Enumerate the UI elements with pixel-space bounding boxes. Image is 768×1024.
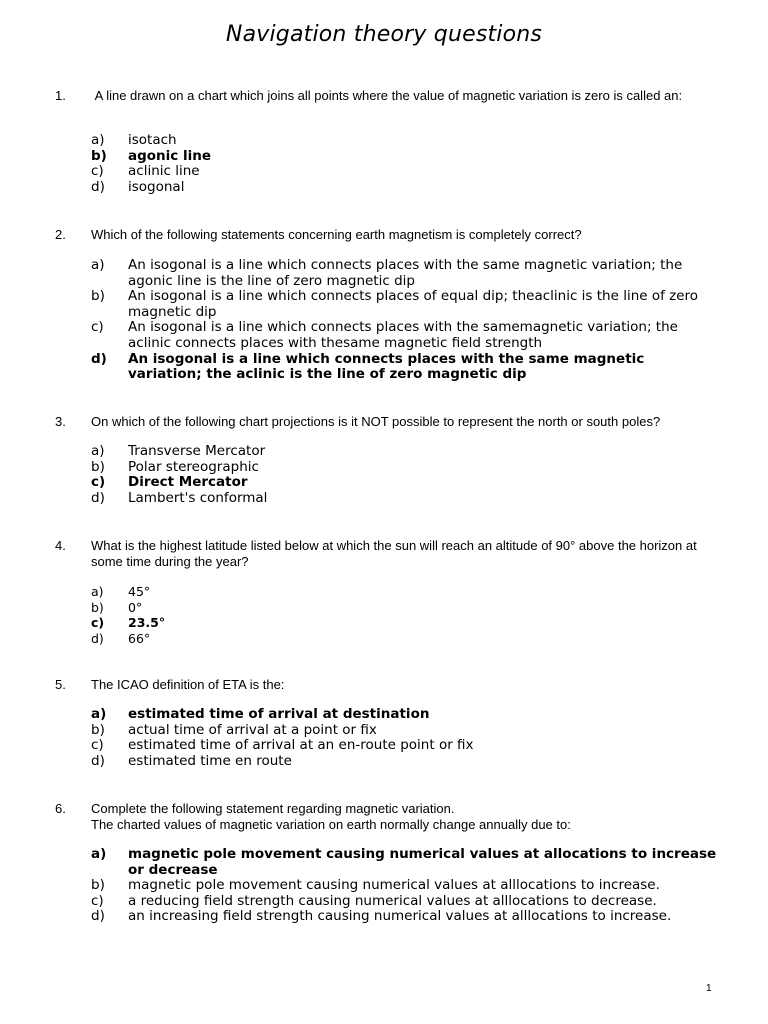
option-4a (0, 584, 768, 600)
option-text: agonic line (128, 147, 212, 164)
option-text: a reducing field strength causing numerical values at alllocations to decrease. (128, 892, 657, 909)
question-text: What is the highest latitude listed below at which the sun will reach an altitude of 90° above the horizon at some time during the year? (91, 538, 697, 569)
option-5b (0, 723, 768, 739)
option-label: d) (91, 178, 105, 195)
question-text-line-2: The charted values of magnetic variation on earth normally change annually due to: (91, 817, 571, 832)
option-3a (0, 444, 768, 460)
option-text: 45° (128, 584, 151, 599)
question-text-line-1: Complete the following statement regarding magnetic variation. (91, 801, 455, 816)
option-text: actual time of arrival at a point or fix (128, 721, 377, 738)
question-text: A line drawn on a chart which joins all points where the value of magnetic variation is zero is called an: (91, 88, 683, 103)
option-label: d) (91, 752, 105, 769)
option-6b (0, 878, 768, 894)
option-label: b) (91, 288, 105, 305)
option-4b (0, 600, 768, 616)
option-text: 66° (128, 630, 151, 646)
option-text: An isogonal is a line which connects places with the same magnetic variation; the aclinic is the line of zero magnetic dip (128, 350, 645, 383)
question-text: Which of the following statements concerning earth magnetism is completely correct? (91, 227, 582, 242)
option-3d (0, 491, 768, 507)
option-1d (0, 180, 768, 196)
option-label: b) (91, 877, 105, 894)
option-text: aclinic line (128, 163, 200, 180)
options-6 (0, 847, 768, 925)
option-label: c) (91, 474, 106, 491)
option-label: a) (91, 846, 107, 862)
option-label: b) (91, 458, 105, 475)
option-label: a) (91, 132, 105, 148)
option-text: estimated time en route (128, 752, 292, 769)
question-number: 6. (55, 801, 66, 816)
option-text: estimated time of arrival at an en-route point or fix (128, 737, 474, 754)
option-text: magnetic pole movement causing numerical values at alllocations to increase. (128, 877, 660, 894)
page-title: Navigation theory questions (225, 22, 543, 47)
option-label: d) (91, 350, 107, 367)
option-text: An isogonal is a line which connects places of equal dip; theaclinic is the line of zero magnetic dip (128, 288, 699, 320)
option-text: an increasing field strength causing numerical values at alllocations to increase. (128, 908, 672, 925)
option-label: a) (91, 706, 107, 722)
option-label: a) (91, 443, 105, 459)
question-number: 4. (55, 538, 66, 553)
option-5a (0, 707, 768, 723)
option-text: magnetic pole movement causing numerical values at allocations to increase or decrease (128, 846, 717, 878)
option-text: An isogonal is a line which connects places with the same magnetic variation; the agonic line is the line of zero magnetic dip (128, 257, 683, 289)
options-4 (0, 584, 768, 646)
question-number: 3. (55, 414, 66, 429)
option-text: Transverse Mercator (128, 443, 266, 459)
option-1b (0, 149, 768, 165)
option-label: c) (91, 615, 105, 631)
option-label: c) (91, 737, 104, 754)
option-text: 0° (128, 599, 143, 615)
option-label: a) (91, 257, 105, 273)
option-text: isogonal (128, 178, 185, 195)
option-2c (0, 320, 768, 351)
option-text: Polar stereographic (128, 458, 259, 475)
option-2a (0, 258, 768, 289)
option-5d (0, 754, 768, 770)
option-4c (0, 615, 768, 631)
option-3b (0, 460, 768, 476)
option-4d (0, 631, 768, 647)
option-text: Direct Mercator (128, 474, 248, 491)
option-label: b) (91, 147, 107, 164)
question-number: 5. (55, 677, 66, 692)
option-label: b) (91, 721, 105, 738)
option-label: c) (91, 163, 104, 180)
option-label: d) (91, 908, 105, 925)
option-6a (0, 847, 768, 878)
question-text (91, 801, 721, 833)
options-2 (0, 258, 768, 383)
option-label: c) (91, 892, 104, 909)
option-label: a) (91, 584, 104, 599)
option-2b (0, 289, 768, 320)
question-number: 2. (55, 227, 66, 242)
option-6d (0, 909, 768, 925)
option-6c (0, 894, 768, 910)
options-5 (0, 707, 768, 769)
options-1 (0, 133, 768, 195)
options-3 (0, 444, 768, 506)
option-label: c) (91, 319, 104, 336)
option-3c (0, 475, 768, 491)
option-label: d) (91, 489, 105, 506)
option-label: d) (91, 630, 104, 646)
option-label: b) (91, 599, 104, 615)
option-text: Lambert's conformal (128, 489, 268, 506)
option-1c (0, 164, 768, 180)
question-number: 1. (55, 88, 66, 103)
option-text: An isogonal is a line which connects places with the samemagnetic variation; the aclinic connects places with thesame magnetic field strength (128, 319, 678, 351)
option-text: isotach (128, 132, 177, 148)
option-5c (0, 738, 768, 754)
page-number: 1 (706, 983, 712, 994)
question-text: On which of the following chart projections is it NOT possible to represent the north or south poles? (91, 414, 661, 429)
option-1a (0, 133, 768, 149)
option-text: 23.5° (128, 615, 166, 631)
question-text: The ICAO definition of ETA is the: (91, 677, 285, 692)
option-text: estimated time of arrival at destination (128, 706, 430, 722)
option-2d (0, 352, 768, 383)
